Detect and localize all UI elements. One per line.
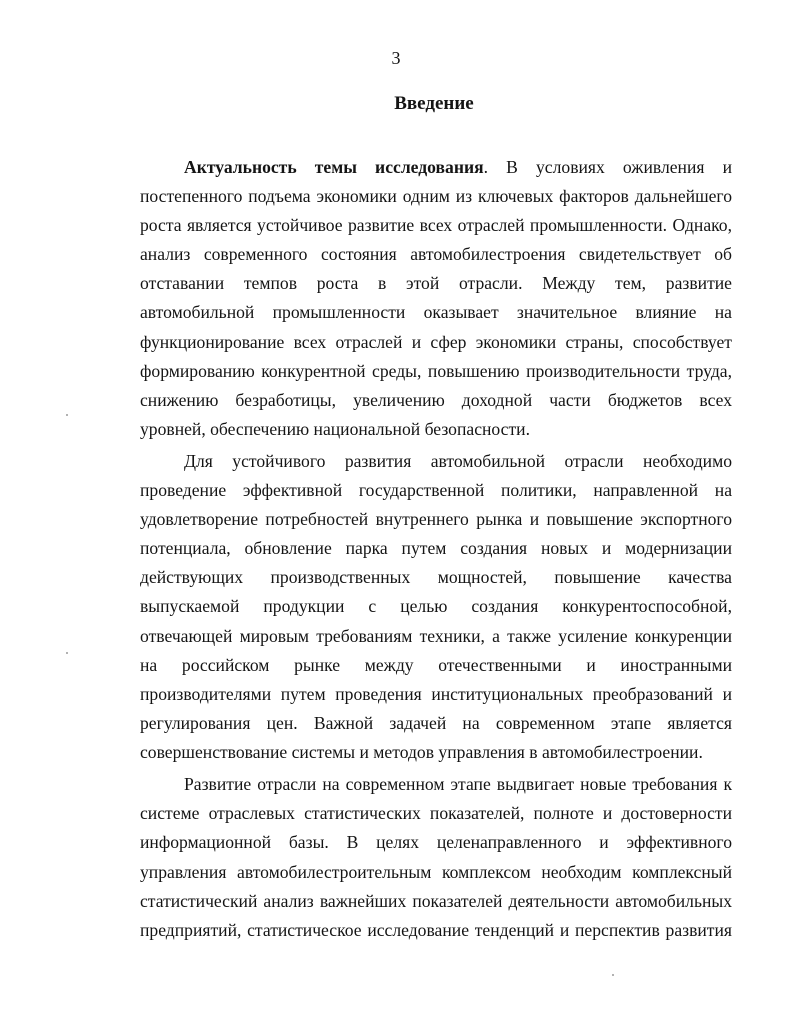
text-line: предприятий, статистическое исследование тенденций и перспектив развития — [140, 920, 732, 940]
text-line: автомобильной промышленности оказывает значительное влияние на — [140, 302, 732, 322]
text-line: удовлетворение потребностей внутреннего рынка и повышение экспортного — [140, 509, 732, 529]
text-line: проведение эффективной государственной политики, направленной на — [140, 480, 732, 500]
text-line: постепенного подъема экономики одним из ключевых факторов дальнейшего — [140, 186, 732, 206]
page-number: 3 — [391, 48, 401, 68]
text-line: системе отраслевых статистических показателей, полноте и достоверности — [140, 803, 732, 823]
scan-speck — [66, 414, 68, 416]
text-line: выпускаемой продукции с целью создания конкурентоспособной, — [140, 596, 732, 616]
text-line: Развитие отрасли на современном этапе выдвигает новые требования к — [184, 774, 732, 794]
scan-speck — [612, 974, 614, 976]
text-line: функционирование всех отраслей и сфер экономики страны, способствует — [140, 332, 732, 352]
text-line: снижению безработицы, увеличению доходной части бюджетов всех — [140, 390, 732, 410]
text-line: производителями путем проведения институциональных преобразований и — [140, 684, 732, 704]
text-line: информационной базы. В целях целенаправленного и эффективного — [140, 832, 732, 852]
text-line: отвечающей мировым требованиям техники, а также усиление конкуренции — [140, 626, 732, 646]
lead-phrase: Актуальность темы исследования — [184, 157, 484, 177]
text-line: уровней, обеспечению национальной безопасности. — [140, 419, 530, 439]
text-line: анализ современного состояния автомобилестроения свидетельствует об — [140, 244, 732, 264]
text-line: совершенствование системы и методов управления в автомобилестроении. — [140, 742, 703, 762]
text-line: роста является устойчивое развитие всех отраслей промышленности. Однако, — [140, 215, 732, 235]
text-line: статистический анализ важнейших показателей деятельности автомобильных — [140, 891, 732, 911]
text-line: отставании темпов роста в этой отрасли. Между тем, развитие — [140, 273, 732, 293]
text-line — [184, 153, 732, 182]
text-line: Для устойчивого развития автомобильной отрасли необходимо — [184, 451, 732, 471]
text-line: управления автомобилестроительным комплексом необходим комплексный — [140, 862, 732, 882]
lead-continuation: . В условиях оживления и — [483, 157, 732, 177]
text-line: на российском рынке между отечественными и иностранными — [140, 655, 732, 675]
page-title: Введение — [394, 93, 474, 114]
scan-speck — [66, 652, 68, 654]
text-line: регулирования цен. Важной задачей на современном этапе является — [140, 713, 732, 733]
text-line: действующих производственных мощностей, повышение качества — [140, 567, 732, 587]
text-line: формированию конкурентной среды, повышению производительности труда, — [140, 361, 732, 381]
text-line: потенциала, обновление парка путем создания новых и модернизации — [140, 538, 732, 558]
